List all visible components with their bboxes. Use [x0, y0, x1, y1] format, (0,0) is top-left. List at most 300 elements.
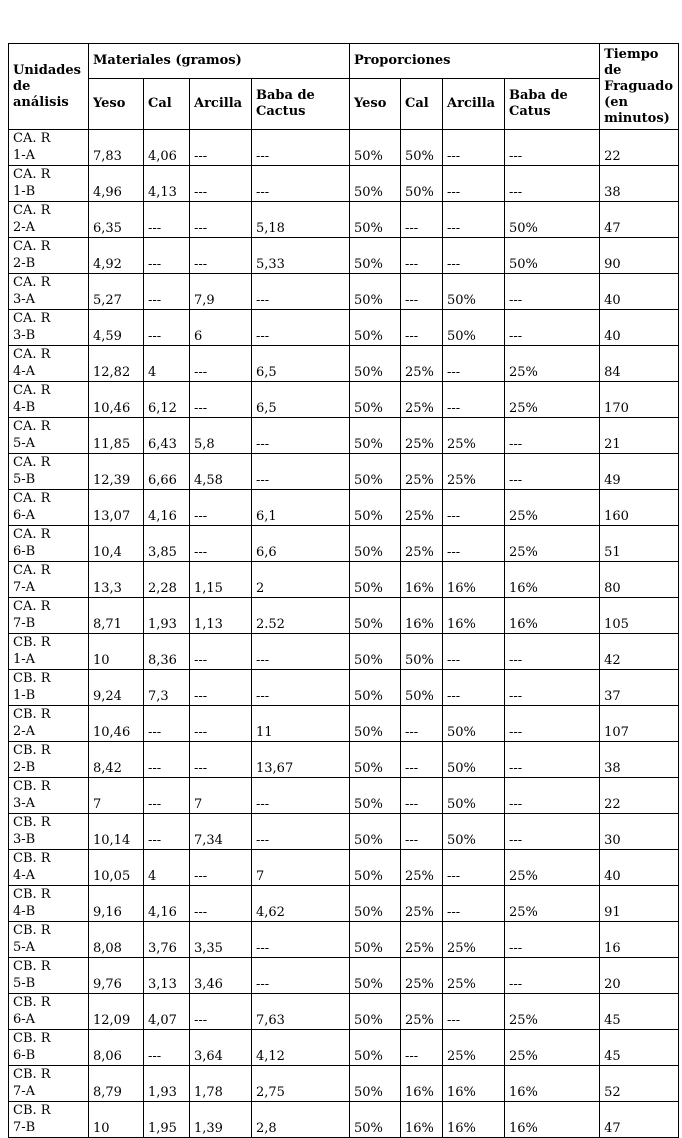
cell-unit: CB. R 5-B	[9, 958, 89, 994]
cell-prop-cal: ---	[401, 814, 443, 850]
cell-arcilla: 3,35	[190, 922, 252, 958]
cell-cal: 3,85	[144, 526, 190, 562]
cell-arcilla: 6	[190, 310, 252, 346]
cell-cal: ---	[144, 310, 190, 346]
cell-prop-yeso: 50%	[350, 238, 401, 274]
cell-arcilla: 5,8	[190, 418, 252, 454]
cell-baba: ---	[252, 130, 350, 166]
cell-yeso: 4,96	[89, 166, 144, 202]
cell-tiempo: 37	[600, 670, 679, 706]
cell-prop-baba: 25%	[505, 382, 600, 418]
cell-cal: 4,06	[144, 130, 190, 166]
cell-yeso: 8,79	[89, 1066, 144, 1102]
cell-yeso: 8,06	[89, 1030, 144, 1066]
cell-prop-yeso: 50%	[350, 994, 401, 1030]
cell-prop-yeso: 50%	[350, 598, 401, 634]
cell-cal: 1,95	[144, 1102, 190, 1138]
cell-baba: ---	[252, 670, 350, 706]
cell-prop-baba: ---	[505, 706, 600, 742]
cell-unit: CA. R 4-A	[9, 346, 89, 382]
cell-arcilla: 1,78	[190, 1066, 252, 1102]
cell-prop-arcilla: ---	[443, 238, 505, 274]
cell-arcilla: 1,39	[190, 1102, 252, 1138]
cell-tiempo: 40	[600, 310, 679, 346]
cell-baba: 11	[252, 706, 350, 742]
cell-prop-yeso: 50%	[350, 310, 401, 346]
cell-prop-yeso: 50%	[350, 958, 401, 994]
cell-prop-baba: ---	[505, 130, 600, 166]
cell-prop-yeso: 50%	[350, 130, 401, 166]
cell-prop-cal: 50%	[401, 670, 443, 706]
cell-cal: 6,66	[144, 454, 190, 490]
cell-yeso: 10	[89, 1102, 144, 1138]
cell-tiempo: 47	[600, 1102, 679, 1138]
cell-cal: 2,28	[144, 562, 190, 598]
table-row	[9, 274, 679, 310]
cell-prop-baba: 25%	[505, 850, 600, 886]
cell-tiempo: 21	[600, 418, 679, 454]
cell-yeso: 11,85	[89, 418, 144, 454]
cell-tiempo: 170	[600, 382, 679, 418]
cell-prop-yeso: 50%	[350, 490, 401, 526]
cell-baba: 7,63	[252, 994, 350, 1030]
cell-tiempo: 45	[600, 994, 679, 1030]
cell-prop-baba: 50%	[505, 202, 600, 238]
cell-arcilla: 3,46	[190, 958, 252, 994]
cell-baba: 4,12	[252, 1030, 350, 1066]
cell-yeso: 12,82	[89, 346, 144, 382]
cell-unit: CB. R 4-A	[9, 850, 89, 886]
cell-baba: 6,5	[252, 382, 350, 418]
cell-prop-arcilla: 16%	[443, 1102, 505, 1138]
cell-prop-arcilla: ---	[443, 886, 505, 922]
cell-baba: ---	[252, 274, 350, 310]
table-container	[8, 43, 678, 1138]
cell-tiempo: 84	[600, 346, 679, 382]
cell-prop-arcilla: ---	[443, 382, 505, 418]
cell-tiempo: 51	[600, 526, 679, 562]
cell-prop-baba: 25%	[505, 346, 600, 382]
cell-prop-yeso: 50%	[350, 454, 401, 490]
cell-baba: ---	[252, 310, 350, 346]
cell-prop-cal: 25%	[401, 526, 443, 562]
header-mat-cal: Cal	[144, 79, 190, 130]
cell-yeso: 9,76	[89, 958, 144, 994]
cell-prop-yeso: 50%	[350, 346, 401, 382]
cell-prop-arcilla: ---	[443, 346, 505, 382]
cell-prop-cal: 25%	[401, 382, 443, 418]
cell-prop-yeso: 50%	[350, 1066, 401, 1102]
cell-cal: 7,3	[144, 670, 190, 706]
cell-cal: 1,93	[144, 598, 190, 634]
cell-prop-arcilla: 16%	[443, 562, 505, 598]
cell-prop-cal: ---	[401, 778, 443, 814]
cell-prop-yeso: 50%	[350, 778, 401, 814]
cell-unit: CA. R 1-B	[9, 166, 89, 202]
table-row	[9, 958, 679, 994]
table-row	[9, 778, 679, 814]
cell-prop-cal: 25%	[401, 418, 443, 454]
cell-arcilla: 1,15	[190, 562, 252, 598]
header-mat-yeso: Yeso	[89, 79, 144, 130]
cell-prop-arcilla: ---	[443, 526, 505, 562]
table-row	[9, 526, 679, 562]
table-row	[9, 1030, 679, 1066]
table-row	[9, 346, 679, 382]
header-materiales: Materiales (gramos)	[89, 44, 350, 79]
cell-tiempo: 42	[600, 634, 679, 670]
cell-prop-arcilla: ---	[443, 490, 505, 526]
table-row	[9, 166, 679, 202]
cell-cal: 8,36	[144, 634, 190, 670]
cell-yeso: 10,4	[89, 526, 144, 562]
cell-baba: 2,75	[252, 1066, 350, 1102]
cell-tiempo: 91	[600, 886, 679, 922]
cell-prop-arcilla: 50%	[443, 742, 505, 778]
cell-prop-baba: ---	[505, 166, 600, 202]
table-row	[9, 418, 679, 454]
cell-tiempo: 90	[600, 238, 679, 274]
cell-cal: 6,12	[144, 382, 190, 418]
data-table	[8, 43, 679, 1138]
cell-prop-baba: ---	[505, 742, 600, 778]
cell-arcilla: ---	[190, 166, 252, 202]
cell-arcilla: 7,34	[190, 814, 252, 850]
cell-tiempo: 107	[600, 706, 679, 742]
table-row	[9, 562, 679, 598]
cell-cal: 4,16	[144, 490, 190, 526]
cell-prop-cal: 16%	[401, 1102, 443, 1138]
table-row	[9, 598, 679, 634]
cell-unit: CB. R 5-A	[9, 922, 89, 958]
header-prop-arcilla: Arcilla	[443, 79, 505, 130]
cell-yeso: 4,59	[89, 310, 144, 346]
cell-tiempo: 30	[600, 814, 679, 850]
cell-arcilla: 3,64	[190, 1030, 252, 1066]
cell-cal: 4	[144, 850, 190, 886]
cell-unit: CA. R 5-B	[9, 454, 89, 490]
cell-yeso: 5,27	[89, 274, 144, 310]
cell-prop-baba: 16%	[505, 562, 600, 598]
cell-prop-yeso: 50%	[350, 634, 401, 670]
cell-arcilla: ---	[190, 382, 252, 418]
table-row	[9, 454, 679, 490]
cell-prop-cal: 25%	[401, 850, 443, 886]
cell-tiempo: 52	[600, 1066, 679, 1102]
cell-baba: ---	[252, 922, 350, 958]
cell-arcilla: ---	[190, 130, 252, 166]
cell-prop-yeso: 50%	[350, 418, 401, 454]
cell-yeso: 9,16	[89, 886, 144, 922]
table-row	[9, 202, 679, 238]
cell-prop-yeso: 50%	[350, 562, 401, 598]
cell-prop-baba: ---	[505, 922, 600, 958]
cell-unit: CB. R 7-B	[9, 1102, 89, 1138]
table-row	[9, 1102, 679, 1138]
cell-arcilla: ---	[190, 634, 252, 670]
cell-arcilla: ---	[190, 706, 252, 742]
cell-yeso: 12,39	[89, 454, 144, 490]
cell-prop-yeso: 50%	[350, 166, 401, 202]
cell-tiempo: 22	[600, 778, 679, 814]
cell-cal: 1,93	[144, 1066, 190, 1102]
cell-arcilla: ---	[190, 850, 252, 886]
cell-tiempo: 80	[600, 562, 679, 598]
cell-prop-cal: ---	[401, 274, 443, 310]
cell-unit: CA. R 1-A	[9, 130, 89, 166]
cell-prop-cal: 25%	[401, 994, 443, 1030]
cell-prop-arcilla: 25%	[443, 454, 505, 490]
header-prop-yeso: Yeso	[350, 79, 401, 130]
cell-prop-yeso: 50%	[350, 814, 401, 850]
cell-prop-yeso: 50%	[350, 382, 401, 418]
cell-baba: ---	[252, 778, 350, 814]
cell-prop-baba: ---	[505, 418, 600, 454]
cell-prop-baba: ---	[505, 454, 600, 490]
cell-arcilla: ---	[190, 490, 252, 526]
cell-prop-baba: ---	[505, 778, 600, 814]
cell-arcilla: ---	[190, 526, 252, 562]
cell-prop-arcilla: ---	[443, 634, 505, 670]
cell-prop-cal: ---	[401, 238, 443, 274]
cell-yeso: 10	[89, 634, 144, 670]
table-row	[9, 130, 679, 166]
cell-cal: ---	[144, 706, 190, 742]
cell-tiempo: 40	[600, 274, 679, 310]
cell-yeso: 6,35	[89, 202, 144, 238]
cell-cal: 3,76	[144, 922, 190, 958]
table-row	[9, 490, 679, 526]
cell-prop-arcilla: 16%	[443, 1066, 505, 1102]
cell-baba: ---	[252, 634, 350, 670]
cell-cal: 4,16	[144, 886, 190, 922]
table-row	[9, 850, 679, 886]
cell-prop-arcilla: 25%	[443, 958, 505, 994]
cell-baba: 6,5	[252, 346, 350, 382]
cell-prop-baba: ---	[505, 670, 600, 706]
cell-prop-cal: 50%	[401, 130, 443, 166]
cell-prop-yeso: 50%	[350, 202, 401, 238]
header-proporciones: Proporciones	[350, 44, 600, 79]
cell-tiempo: 38	[600, 742, 679, 778]
cell-prop-yeso: 50%	[350, 886, 401, 922]
cell-unit: CB. R 7-A	[9, 1066, 89, 1102]
cell-baba: 4,62	[252, 886, 350, 922]
cell-prop-arcilla: 16%	[443, 598, 505, 634]
cell-cal: 4,13	[144, 166, 190, 202]
cell-prop-cal: 25%	[401, 886, 443, 922]
cell-baba: 5,18	[252, 202, 350, 238]
cell-yeso: 10,46	[89, 706, 144, 742]
cell-arcilla: ---	[190, 994, 252, 1030]
cell-arcilla: 7,9	[190, 274, 252, 310]
cell-prop-arcilla: 25%	[443, 922, 505, 958]
cell-prop-arcilla: 50%	[443, 706, 505, 742]
cell-prop-arcilla: ---	[443, 166, 505, 202]
cell-unit: CA. R 2-B	[9, 238, 89, 274]
cell-prop-baba: ---	[505, 634, 600, 670]
cell-cal: ---	[144, 1030, 190, 1066]
header-prop-cal: Cal	[401, 79, 443, 130]
cell-arcilla: 7	[190, 778, 252, 814]
cell-yeso: 8,42	[89, 742, 144, 778]
cell-baba: 5,33	[252, 238, 350, 274]
cell-prop-cal: 16%	[401, 562, 443, 598]
cell-unit: CB. R 2-B	[9, 742, 89, 778]
cell-prop-cal: 16%	[401, 1066, 443, 1102]
cell-prop-baba: ---	[505, 274, 600, 310]
cell-prop-cal: 25%	[401, 958, 443, 994]
cell-prop-cal: ---	[401, 706, 443, 742]
cell-unit: CA. R 6-B	[9, 526, 89, 562]
cell-prop-arcilla: ---	[443, 670, 505, 706]
cell-arcilla: ---	[190, 742, 252, 778]
cell-tiempo: 49	[600, 454, 679, 490]
cell-unit: CB. R 4-B	[9, 886, 89, 922]
header-mat-baba: Baba de Cactus	[252, 79, 350, 130]
cell-prop-arcilla: ---	[443, 202, 505, 238]
cell-tiempo: 47	[600, 202, 679, 238]
cell-prop-yeso: 50%	[350, 742, 401, 778]
cell-prop-arcilla: 25%	[443, 418, 505, 454]
cell-baba: 6,1	[252, 490, 350, 526]
cell-prop-yeso: 50%	[350, 1102, 401, 1138]
cell-unit: CB. R 6-A	[9, 994, 89, 1030]
cell-prop-cal: 25%	[401, 490, 443, 526]
cell-yeso: 13,3	[89, 562, 144, 598]
cell-prop-baba: 25%	[505, 994, 600, 1030]
header-prop-baba: Baba de Catus	[505, 79, 600, 130]
cell-cal: 4,07	[144, 994, 190, 1030]
cell-yeso: 10,05	[89, 850, 144, 886]
table-row	[9, 706, 679, 742]
cell-unit: CA. R 2-A	[9, 202, 89, 238]
cell-yeso: 12,09	[89, 994, 144, 1030]
table-row	[9, 814, 679, 850]
table-row	[9, 310, 679, 346]
cell-baba: 2	[252, 562, 350, 598]
table-body	[9, 130, 679, 1138]
cell-prop-yeso: 50%	[350, 922, 401, 958]
cell-yeso: 13,07	[89, 490, 144, 526]
cell-prop-cal: ---	[401, 1030, 443, 1066]
cell-tiempo: 20	[600, 958, 679, 994]
cell-prop-cal: 16%	[401, 598, 443, 634]
cell-arcilla: ---	[190, 346, 252, 382]
cell-prop-cal: ---	[401, 310, 443, 346]
cell-baba: ---	[252, 418, 350, 454]
cell-cal: ---	[144, 238, 190, 274]
cell-arcilla: ---	[190, 238, 252, 274]
cell-prop-baba: 25%	[505, 1030, 600, 1066]
table-row	[9, 382, 679, 418]
cell-arcilla: ---	[190, 202, 252, 238]
cell-cal: 6,43	[144, 418, 190, 454]
cell-prop-arcilla: ---	[443, 994, 505, 1030]
cell-prop-baba: 25%	[505, 886, 600, 922]
cell-cal: ---	[144, 274, 190, 310]
cell-yeso: 8,08	[89, 922, 144, 958]
cell-prop-cal: 25%	[401, 454, 443, 490]
cell-yeso: 4,92	[89, 238, 144, 274]
cell-arcilla: ---	[190, 886, 252, 922]
cell-arcilla: ---	[190, 670, 252, 706]
cell-prop-cal: 25%	[401, 922, 443, 958]
cell-prop-yeso: 50%	[350, 1030, 401, 1066]
cell-baba: 2,8	[252, 1102, 350, 1138]
cell-prop-baba: 16%	[505, 1066, 600, 1102]
cell-cal: ---	[144, 778, 190, 814]
table-row	[9, 238, 679, 274]
cell-prop-baba: 25%	[505, 526, 600, 562]
cell-prop-cal: 50%	[401, 634, 443, 670]
cell-yeso: 10,14	[89, 814, 144, 850]
cell-prop-yeso: 50%	[350, 670, 401, 706]
cell-yeso: 10,46	[89, 382, 144, 418]
cell-prop-yeso: 50%	[350, 526, 401, 562]
cell-baba: ---	[252, 814, 350, 850]
header-tiempo: Tiempo de Fraguado (en minutos)	[600, 44, 679, 130]
cell-prop-baba: ---	[505, 814, 600, 850]
cell-arcilla: 1,13	[190, 598, 252, 634]
cell-baba: 2.52	[252, 598, 350, 634]
cell-unit: CB. R 1-A	[9, 634, 89, 670]
table-row	[9, 742, 679, 778]
cell-unit: CA. R 3-B	[9, 310, 89, 346]
cell-prop-cal: 50%	[401, 166, 443, 202]
table-row	[9, 670, 679, 706]
cell-prop-arcilla: 25%	[443, 1030, 505, 1066]
cell-baba: 6,6	[252, 526, 350, 562]
cell-yeso: 8,71	[89, 598, 144, 634]
cell-prop-arcilla: 50%	[443, 310, 505, 346]
cell-tiempo: 105	[600, 598, 679, 634]
cell-prop-arcilla: 50%	[443, 814, 505, 850]
cell-unit: CB. R 2-A	[9, 706, 89, 742]
cell-unit: CA. R 5-A	[9, 418, 89, 454]
cell-unit: CA. R 7-A	[9, 562, 89, 598]
cell-cal: ---	[144, 742, 190, 778]
table-row	[9, 922, 679, 958]
table-row	[9, 1066, 679, 1102]
cell-tiempo: 38	[600, 166, 679, 202]
cell-prop-baba: ---	[505, 310, 600, 346]
cell-baba: 7	[252, 850, 350, 886]
cell-unit: CA. R 6-A	[9, 490, 89, 526]
cell-prop-arcilla: 50%	[443, 274, 505, 310]
cell-baba: 13,67	[252, 742, 350, 778]
table-row	[9, 634, 679, 670]
cell-prop-baba: 25%	[505, 490, 600, 526]
cell-prop-baba: 16%	[505, 1102, 600, 1138]
cell-prop-arcilla: 50%	[443, 778, 505, 814]
cell-baba: ---	[252, 166, 350, 202]
cell-prop-cal: 25%	[401, 346, 443, 382]
cell-prop-arcilla: ---	[443, 130, 505, 166]
cell-tiempo: 45	[600, 1030, 679, 1066]
cell-tiempo: 16	[600, 922, 679, 958]
cell-tiempo: 22	[600, 130, 679, 166]
cell-arcilla: 4,58	[190, 454, 252, 490]
cell-prop-baba: ---	[505, 958, 600, 994]
cell-prop-yeso: 50%	[350, 706, 401, 742]
cell-prop-baba: 16%	[505, 598, 600, 634]
cell-tiempo: 160	[600, 490, 679, 526]
cell-cal: 4	[144, 346, 190, 382]
cell-cal: ---	[144, 202, 190, 238]
cell-unit: CA. R 3-A	[9, 274, 89, 310]
cell-prop-yeso: 50%	[350, 274, 401, 310]
